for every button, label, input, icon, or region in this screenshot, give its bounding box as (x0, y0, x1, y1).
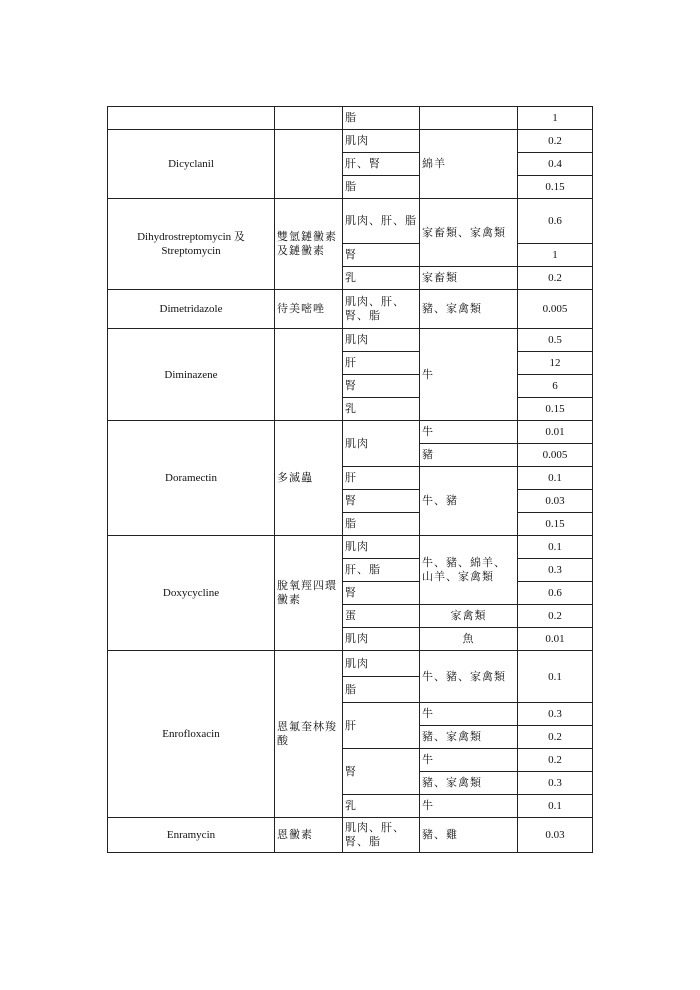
limit-value-cell: 0.5 (518, 329, 593, 352)
tissue-cell: 脂 (343, 176, 420, 199)
limit-value-cell: 1 (518, 107, 593, 130)
tissue-cell: 肌肉、肝、脂 (343, 199, 420, 244)
limit-value-cell: 0.15 (518, 398, 593, 421)
species-cell (420, 107, 518, 130)
drug-name-cell: Dihydrostreptomycin 及 Streptomycin (108, 199, 275, 290)
tissue-cell: 蛋 (343, 605, 420, 628)
limit-value-cell: 0.3 (518, 703, 593, 726)
tissue-cell: 乳 (343, 267, 420, 290)
limit-value-cell: 0.2 (518, 605, 593, 628)
table-row (108, 130, 593, 153)
tissue-cell: 腎 (343, 375, 420, 398)
tissue-cell: 腎 (343, 490, 420, 513)
tissue-cell: 肌肉 (343, 628, 420, 651)
species-cell: 牛、豬、家禽類 (420, 651, 518, 703)
tissue-cell: 肝 (343, 467, 420, 490)
tissue-cell: 肌肉 (343, 421, 420, 467)
tissue-cell: 肝、腎 (343, 153, 420, 176)
table-row (108, 290, 593, 329)
drug-name-cell: Dicyclanil (108, 130, 275, 199)
chinese-name-cell (275, 130, 343, 199)
limit-value-cell: 1 (518, 244, 593, 267)
tissue-cell: 肌肉 (343, 329, 420, 352)
table-row (108, 421, 593, 444)
drug-name-cell: Enramycin (108, 818, 275, 853)
species-cell: 牛 (420, 795, 518, 818)
limit-value-cell: 0.3 (518, 772, 593, 795)
limit-value-cell: 6 (518, 375, 593, 398)
chinese-name-cell (275, 107, 343, 130)
tissue-cell: 肌肉 (343, 130, 420, 153)
tissue-cell: 腎 (343, 749, 420, 795)
tissue-cell: 乳 (343, 398, 420, 421)
tissue-cell: 肝、脂 (343, 559, 420, 582)
species-cell: 牛 (420, 421, 518, 444)
limit-value-cell: 0.2 (518, 749, 593, 772)
limit-value-cell: 0.4 (518, 153, 593, 176)
table-row (108, 818, 593, 853)
drug-name-cell: Doramectin (108, 421, 275, 536)
limit-value-cell: 0.2 (518, 130, 593, 153)
tissue-cell: 肝 (343, 352, 420, 375)
tissue-cell: 肌肉 (343, 651, 420, 677)
drug-name-cell: Diminazene (108, 329, 275, 421)
limit-value-cell: 0.3 (518, 559, 593, 582)
species-cell: 家禽類 (420, 605, 518, 628)
limit-value-cell: 0.2 (518, 267, 593, 290)
table-row (108, 329, 593, 352)
table-row (108, 651, 593, 677)
species-cell: 豬 (420, 444, 518, 467)
limit-value-cell: 0.2 (518, 726, 593, 749)
tissue-cell: 腎 (343, 582, 420, 605)
limit-value-cell: 0.005 (518, 290, 593, 329)
drug-name-cell (108, 107, 275, 130)
drug-name-cell: Enrofloxacin (108, 651, 275, 818)
chinese-name-cell: 脫氧羥四環黴素 (275, 536, 343, 651)
tissue-cell: 脂 (343, 677, 420, 703)
species-cell: 牛 (420, 329, 518, 421)
table-row (108, 107, 593, 130)
species-cell: 豬、家禽類 (420, 290, 518, 329)
tissue-cell: 脂 (343, 107, 420, 130)
chinese-name-cell: 恩氟奎林羧酸 (275, 651, 343, 818)
tissue-cell: 肌肉、肝、腎、脂 (343, 290, 420, 329)
species-cell: 牛、豬、綿羊、山羊、家禽類 (420, 536, 518, 605)
limit-value-cell: 0.01 (518, 421, 593, 444)
species-cell: 豬、家禽類 (420, 772, 518, 795)
limit-value-cell: 0.03 (518, 818, 593, 853)
limit-value-cell: 0.1 (518, 795, 593, 818)
tissue-cell: 肝 (343, 703, 420, 749)
drug-name-cell: Doxycycline (108, 536, 275, 651)
species-cell: 豬、雞 (420, 818, 518, 853)
limit-value-cell: 0.005 (518, 444, 593, 467)
table-row (108, 536, 593, 559)
species-cell: 家畜類、家禽類 (420, 199, 518, 267)
limit-value-cell: 0.03 (518, 490, 593, 513)
limit-value-cell: 0.15 (518, 513, 593, 536)
drug-name-cell: Dimetridazole (108, 290, 275, 329)
limit-value-cell: 0.01 (518, 628, 593, 651)
limit-value-cell: 0.6 (518, 582, 593, 605)
chinese-name-cell: 待美嘧唑 (275, 290, 343, 329)
limit-value-cell: 0.1 (518, 651, 593, 703)
limit-value-cell: 0.1 (518, 467, 593, 490)
species-cell: 豬、家禽類 (420, 726, 518, 749)
tissue-cell: 肌肉、肝、腎、脂 (343, 818, 420, 853)
limit-value-cell: 0.15 (518, 176, 593, 199)
tissue-cell: 脂 (343, 513, 420, 536)
tissue-cell: 腎 (343, 244, 420, 267)
chinese-name-cell: 恩黴素 (275, 818, 343, 853)
limit-value-cell: 0.1 (518, 536, 593, 559)
species-cell: 魚 (420, 628, 518, 651)
species-cell: 綿羊 (420, 130, 518, 199)
species-cell: 家畜類 (420, 267, 518, 290)
tissue-cell: 肌肉 (343, 536, 420, 559)
species-cell: 牛 (420, 703, 518, 726)
chinese-name-cell: 雙氫鏈黴素及鏈黴素 (275, 199, 343, 290)
tissue-cell: 乳 (343, 795, 420, 818)
limit-value-cell: 0.6 (518, 199, 593, 244)
chinese-name-cell: 多滅蟲 (275, 421, 343, 536)
limit-value-cell: 12 (518, 352, 593, 375)
table-row (108, 199, 593, 244)
residue-limit-table (107, 106, 593, 853)
species-cell: 牛 (420, 749, 518, 772)
chinese-name-cell (275, 329, 343, 421)
species-cell: 牛、豬 (420, 467, 518, 536)
